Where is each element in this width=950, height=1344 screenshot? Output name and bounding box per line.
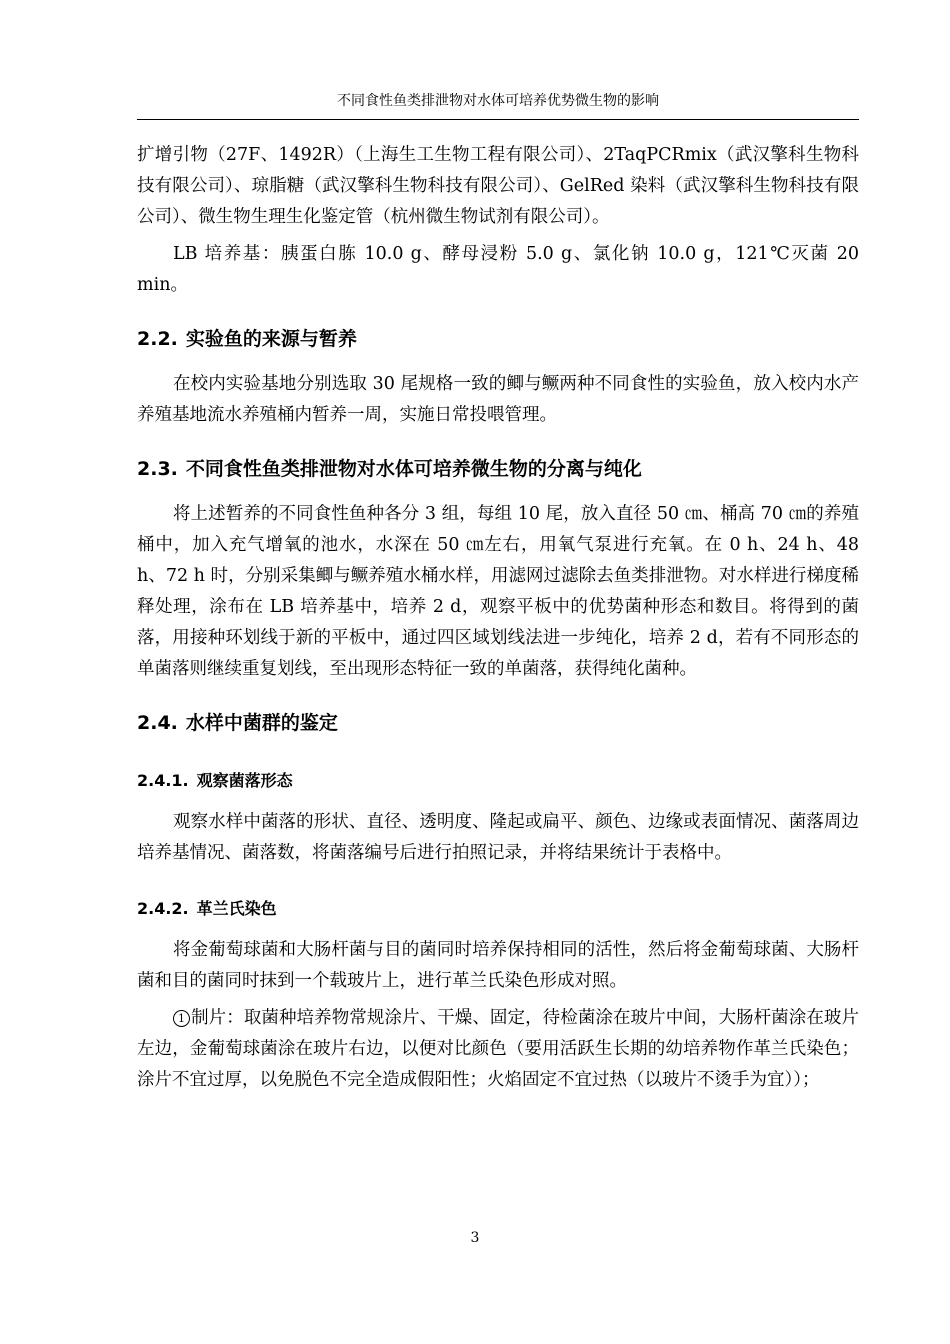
section-2-3-heading [137,455,859,483]
step-marker: 1 [173,1010,190,1027]
section-title: 观察菌落形态 [196,771,293,790]
section-number: 2.4. [137,712,178,734]
section-number: 2.4.1. [137,771,189,790]
section-2-4-1-paragraph: 观察水样中菌落的形状、直径、透明度、隆起或扁平、颜色、边缘或表面情况、菌落周边培养基情况、菌落数，将菌落编号后进行拍照记录，并将结果统计于表格中。 [137,812,859,863]
section-title: 水样中菌群的鉴定 [185,712,338,734]
section-2-4-heading [137,709,859,737]
section-2-4-1-heading [137,769,859,793]
materials-paragraph: 扩增引物（27F、1492R）（上海生工生物工程有限公司）、2TaqPCRmix（武汉擎科生物科技有限公司）、琼脂糖（武汉擎科生物科技有限公司）、GelRed 染料（武汉擎科生物科技有限公司）、微生物生理生化鉴定管（杭州微生物试剂有限公司）。 [137,145,859,227]
section-2-3-paragraph: 将上述暂养的不同食性鱼种各分 3 组，每组 10 尾，放入直径 50 ㎝、桶高 70 ㎝的养殖桶中，加入充气增氧的池水，水深在 50 ㎝左右，用氧气泵进行充氧。在 0 h、24 h、48 h、72 h 时，分别采集鲫与鳜养殖水桶水样，用滤网过滤除去鱼类排泄物。对水样进行梯度稀释处理，涂布在 LB 培养基中，培养 2 d，观察平板中的优势菌种形态和数目。将得到的菌落，用接种环划线于新的平板中，通过四区域划线法进一步纯化，培养 2 d，若有不同形态的单菌落则继续重复划线，至出现形态特征一致的单菌落，获得纯化菌种。 [137,504,859,679]
section-2-4-2-heading [137,897,859,921]
section-2-2-heading [137,325,859,353]
section-2-2-paragraph: 在校内实验基地分别选取 30 尾规格一致的鲫与鳜两种不同食性的实验鱼，放入校内水产养殖基地流水养殖桶内暂养一周，实施日常投喂管理。 [137,374,859,425]
section-number: 2.2. [137,328,178,350]
section-title: 不同食性鱼类排泄物对水体可培养微生物的分离与纯化 [185,458,642,480]
step-text: 制片：取菌种培养物常规涂片、干燥、固定，待检菌涂在玻片中间，大肠杆菌涂在玻片左边，金葡萄球菌涂在玻片右边，以便对比颜色（要用活跃生长期的幼培养物作革兰氏染色；涂片不宜过厚，以免脱色不完全造成假阳性；火焰固定不宜过热（以玻片不烫手为宜））； [137,1008,859,1090]
running-header: 不同食性鱼类排泄物对水体可培养优势微生物的影响 [337,93,659,109]
section-title: 实验鱼的来源与暂养 [185,328,357,350]
section-2-4-2-paragraph: 将金葡萄球菌和大肠杆菌与目的菌同时培养保持相同的活性，然后将金葡萄球菌、大肠杆菌和目的菌同时抹到一个载玻片上，进行革兰氏染色形成对照。 [137,940,859,991]
header-rule [137,119,859,120]
section-title: 革兰氏染色 [196,899,277,918]
section-number: 2.4.2. [137,899,189,918]
page-content [137,140,859,1096]
lb-medium-paragraph: LB 培养基：胰蛋白胨 10.0 g、酵母浸粉 5.0 g、氯化钠 10.0 g，121℃灭菌 20 min。 [137,244,859,295]
page-number: 3 [470,1230,480,1246]
section-number: 2.3. [137,458,178,480]
step-1-paragraph [137,1003,859,1096]
